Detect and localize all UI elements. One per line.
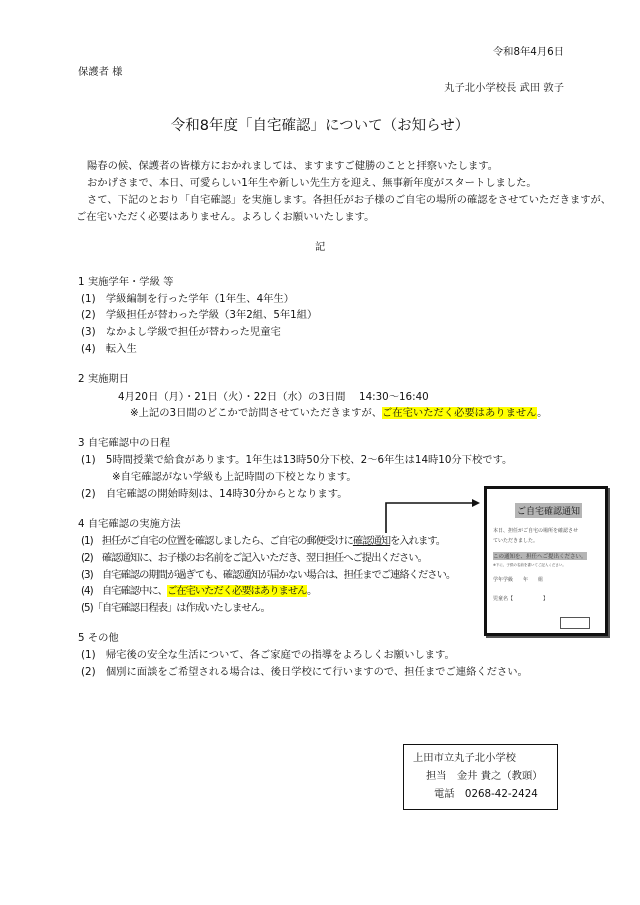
contact-phone: 電話 0268-42-2424 [434, 788, 538, 800]
section-heading: 1 実施学年・学級 等 [78, 276, 174, 288]
intro-line: さて、下記のとおり「自宅確認」を実施します。各担任がお子様のご自宅の場所の確認をさせていただきますが、 [87, 194, 612, 206]
list-item: (2) 自宅確認の開始時刻は、14時30分からとなります。 [81, 488, 348, 500]
intro-line: ご在宅いただく必要はありません。よろしくお願いいたします。 [76, 211, 375, 223]
notice-title: ご自宅確認通知 [515, 503, 582, 518]
section-heading: 3 自宅確認中の日程 [78, 437, 171, 449]
notice-line: ※下に、子供の名前を書いてご記入ください。 [493, 563, 566, 567]
schedule-dates: 4月20日（月）・21日（火）・22日（水）の3日間 14:30～16:40 [118, 391, 429, 403]
list-note: ※自宅確認がない学級も上記時間の下校となります。 [112, 471, 357, 483]
section-heading: 2 実施期日 [78, 373, 130, 385]
notice-line: 児童名【 】 [493, 596, 549, 602]
highlight-text: ご在宅いただく必要はありません [382, 407, 538, 419]
notice-line: この通知を、担任へご提出ください。 [493, 554, 587, 560]
list-item: (4) 転入生 [81, 343, 137, 355]
addressee: 保護者 様 [78, 66, 123, 78]
section-heading: 4 自宅確認の実施方法 [78, 518, 181, 530]
contact-box [403, 744, 558, 810]
list-item: (1) 学級編制を行った学年（1年生、4年生） [81, 293, 295, 305]
note-text: ※上記の3日間のどこかで訪問させていただきますが、 [130, 407, 383, 419]
list-item: (3) 自宅確認の期間が過ぎても、確認通知が届かない場合は、担任までご連絡ください。 [81, 569, 456, 581]
list-item: (2) 確認通知に、お子様のお名前をご記入いただき、翌日担任へご提出ください。 [81, 552, 427, 564]
list-item: (1) 5時間授業で給食があります。1年生は13時50分下校、2～6年生は14時10分下校です。 [81, 454, 513, 466]
notice-term: 確認通知 [352, 535, 391, 547]
notice-stamp [560, 617, 590, 629]
notice-line: ていただきました。 [493, 538, 539, 544]
notice-line: 本日、担任がご自宅の場所を確認させ [493, 528, 579, 534]
date: 令和8年4月6日 [492, 46, 564, 58]
page-title: 令和8年度「自宅確認」について（お知らせ） [170, 118, 470, 134]
list-item: (3) なかよし学級で担任が替わった児童宅 [81, 326, 281, 338]
list-item: (2) 学級担任が替わった学級（3年2組、5年1組） [81, 309, 318, 321]
item-text: (4) 自宅確認中に、 [81, 585, 167, 597]
intro-line: おかげさまで、本日、可愛らしい1年生や新しい先生方を迎え、無事新年度がスタートしました。 [87, 177, 537, 189]
schedule-note [130, 406, 547, 420]
list-item [81, 584, 316, 598]
notice-line: 学年学級 年 組 [493, 577, 544, 583]
list-item: (1) 帰宅後の安全な生活について、各ご家庭での指導をよろしくお願いします。 [81, 649, 455, 661]
list-item: (2) 個別に面談をご希望される場合は、後日学校にて行いますので、担任までご連絡ください。 [81, 666, 528, 678]
ki-heading: 記 [315, 241, 326, 253]
highlight-text: ご在宅いただく必要はありません [166, 585, 308, 597]
intro-line: 陽春の候、保護者の皆様方におかれましては、ますますご健勝のことと拝察いたします。 [87, 160, 499, 172]
sender: 丸子北小学校長 武田 敦子 [444, 82, 564, 94]
list-item [81, 534, 445, 548]
item-text-end: 。 [307, 585, 317, 597]
note-end: 。 [537, 407, 548, 419]
item-text: (1) 担任がご自宅の位置を確認しましたら、ご自宅の郵便受けに [81, 535, 353, 547]
contact-person: 担当 金井 貴之（教頭） [426, 770, 543, 782]
item-text-end: を入れます。 [390, 535, 446, 547]
section-heading: 5 その他 [78, 632, 119, 644]
arrow-icon [380, 495, 485, 535]
notice-sample-image [484, 486, 608, 636]
contact-school: 上田市立丸子北小学校 [413, 752, 516, 764]
list-item: (5)「自宅確認日程表」は作成いたしません。 [81, 602, 270, 614]
